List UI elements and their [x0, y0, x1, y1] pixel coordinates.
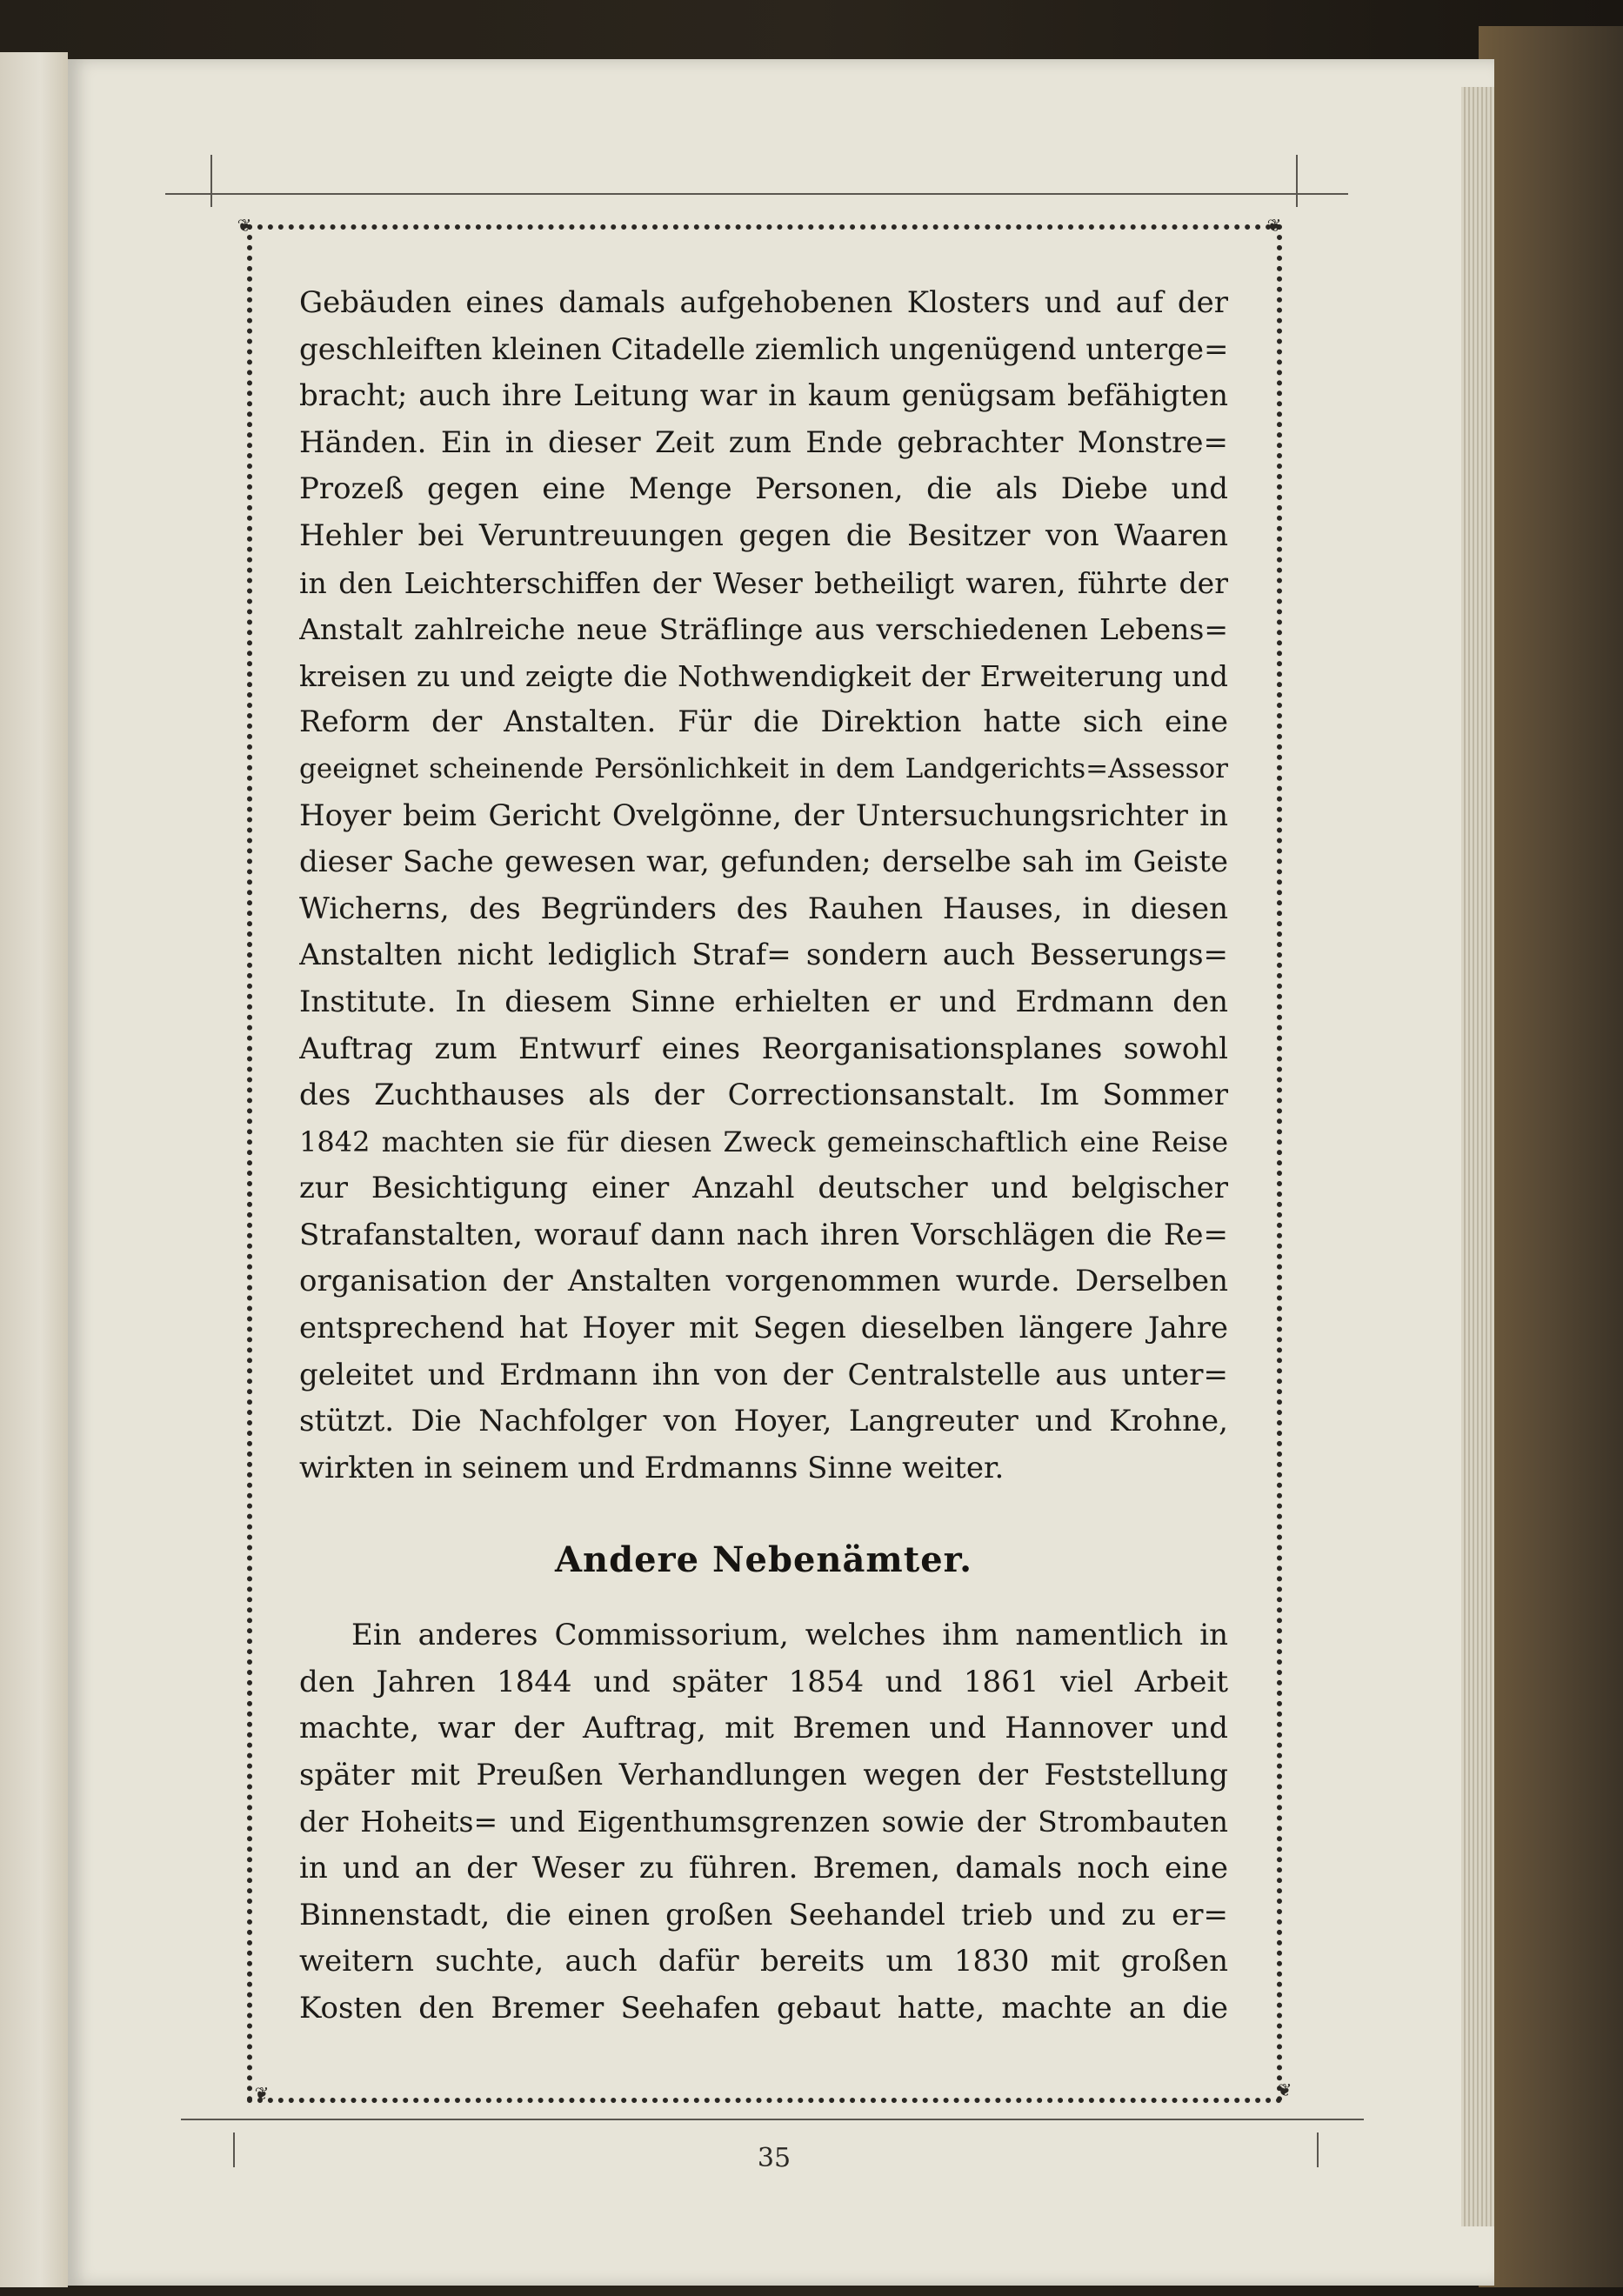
- text-line: Hehler bei Veruntreuungen gegen die Besitzer von Waaren: [299, 517, 1228, 553]
- text-line: Institute. In diesem Sinne erhielten er und Erdmann den: [299, 984, 1228, 1019]
- text-line: wirkten in seinem und Erdmanns Sinne weiter.: [299, 1450, 1005, 1485]
- text-line: dieser Sache gewesen war, gefunden; derselbe sah im Geiste: [299, 844, 1228, 880]
- text-line: Wicherns, des Begründers des Rauhen Hauses, in diesen: [299, 891, 1228, 926]
- text-line: bracht; auch ihre Leitung war in kaum genügsam befähigten: [299, 378, 1228, 414]
- text-line: Auftrag zum Entwurf eines Reorganisationsplanes sowohl: [299, 1031, 1228, 1066]
- text-line: den Jahren 1844 und später 1854 und 1861 viel Arbeit: [299, 1664, 1228, 1699]
- text-line: weitern suchte, auch dafür bereits um 1830 mit großen: [299, 1944, 1228, 1979]
- text-line: Gebäuden eines damals aufgehobenen Klosters und auf der: [299, 285, 1228, 320]
- text-line: organisation der Anstalten vorgenommen wurde. Derselben: [299, 1264, 1228, 1299]
- text-line: Händen. Ein in dieser Zeit zum Ende gebrachter Monstre=: [299, 424, 1228, 460]
- text-line: des Zuchthauses als der Correctionsanstalt. Im Sommer: [299, 1078, 1228, 1113]
- bottom-right-tick: [1317, 2132, 1319, 2167]
- text-line: machte, war der Auftrag, mit Bremen und Hannover und: [299, 1711, 1228, 1746]
- text-line: Reform der Anstalten. Für die Direktion hatte sich eine: [299, 704, 1228, 740]
- frame-corner-ornament: ❦: [237, 215, 252, 236]
- text-line: Strafanstalten, worauf dann nach ihren Vorschlägen die Re=: [299, 1217, 1228, 1252]
- text-line: in den Leichterschiffen der Weser betheiligt waren, führte der: [299, 565, 1228, 600]
- text-line: kreisen zu und zeigte die Nothwendigkeit der Erweiterung und: [299, 658, 1228, 693]
- top-left-tick: [210, 155, 212, 207]
- text-line: Binnenstadt, die einen großen Seehandel trieb und zu er=: [299, 1897, 1228, 1932]
- text-line: der Hoheits= und Eigenthumsgrenzen sowie der Strombauten: [299, 1805, 1228, 1839]
- frame-corner-ornament: ❦: [254, 2083, 270, 2104]
- text-line: geschleiften kleinen Citadelle ziemlich ungenügend unterge=: [299, 331, 1228, 367]
- text-line: geeignet scheinende Persönlichkeit in dem Landgerichts=Assessor: [299, 752, 1228, 784]
- body-text-block-1: [299, 280, 1228, 1492]
- text-line: entsprechend hat Hoyer mit Segen dieselben längere Jahre: [299, 1311, 1228, 1346]
- page-number: 35: [757, 2143, 791, 2173]
- bottom-left-tick: [233, 2132, 235, 2167]
- frame-corner-ornament: ❦: [1266, 215, 1282, 236]
- text-line: zur Besichtigung einer Anzahl deutscher und belgischer: [299, 1171, 1228, 1206]
- section-heading: Andere Nebenämter.: [555, 1539, 972, 1580]
- frame-corner-ornament: ❦: [1277, 2079, 1292, 2100]
- text-line: Ein anderes Commissorium, welches ihm namentlich in: [351, 1618, 1228, 1652]
- body-text-block-2: [299, 1612, 1228, 2032]
- text-line: geleitet und Erdmann ihn von der Centralstelle aus unter=: [299, 1357, 1228, 1392]
- text-line: Prozeß gegen eine Menge Personen, die als Diebe und: [299, 471, 1228, 507]
- bottom-rule: [181, 2119, 1364, 2120]
- text-line: Anstalten nicht lediglich Straf= sondern auch Besserungs=: [299, 938, 1228, 973]
- text-line: Kosten den Bremer Seehafen gebaut hatte, machte an die: [299, 1990, 1228, 2026]
- text-line: 1842 machten sie für diesen Zweck gemeinschaftlich eine Reise: [299, 1125, 1228, 1158]
- book-cover-edge: [1479, 26, 1623, 2287]
- text-line: in und an der Weser zu führen. Bremen, damals noch eine: [299, 1850, 1228, 1886]
- text-line: Anstalt zahlreiche neue Sträflinge aus verschiedenen Lebens=: [299, 612, 1228, 647]
- text-line: später mit Preußen Verhandlungen wegen der Feststellung: [299, 1757, 1228, 1792]
- page-stack-edge: [1461, 87, 1494, 2226]
- top-rule: [165, 193, 1348, 195]
- top-right-tick: [1296, 155, 1298, 207]
- text-line: Hoyer beim Gericht Ovelgönne, der Untersuchungsrichter in: [299, 798, 1228, 833]
- facing-page: [0, 52, 68, 2287]
- text-line: stützt. Die Nachfolger von Hoyer, Langreuter und Krohne,: [299, 1404, 1228, 1439]
